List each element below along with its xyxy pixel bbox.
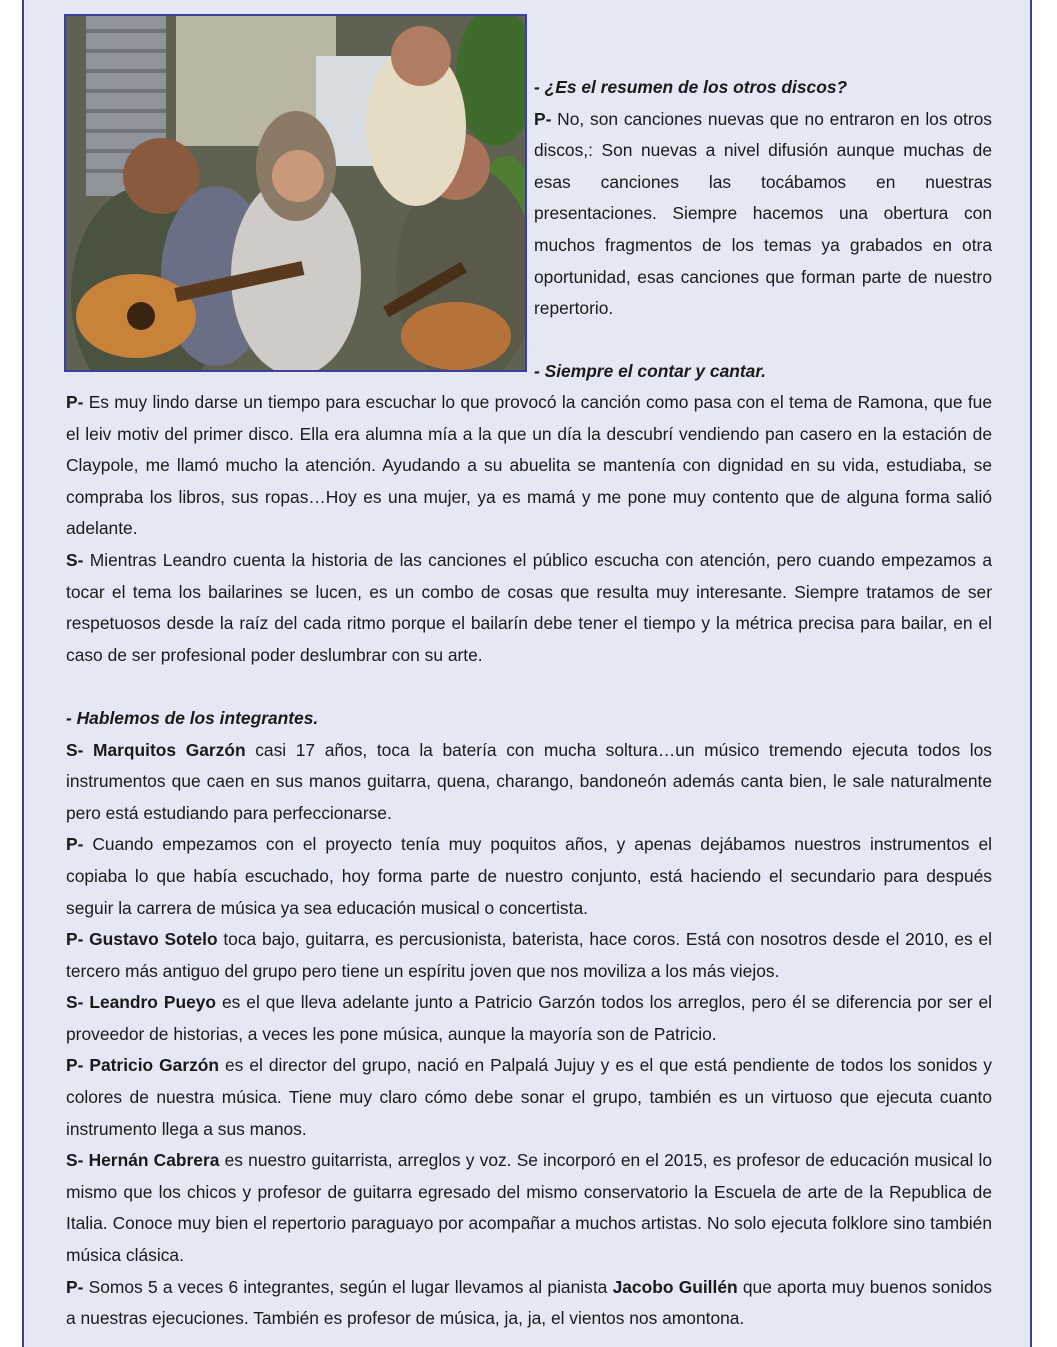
speaker-label: P- [66,834,84,855]
answer-text: Es muy lindo darse un tiempo para escuchar lo que provocó la canción como pasa con el tema de Ramona, que fue el leiv motiv del primer disco. Ella era alumna mía a la que un día la descubrí vendiendo pan casero en la estación de Claypole, me llamó mucho la atención. Ayudando a su abuelita se mantenía con dignidad en su vida, estudiaba, se compraba los libros, sus ropas…Hoy es una mujer, ya es mamá y me pone muy contento que de alguna forma salió adelante. [66,392,992,539]
answer-text: es nuestro guitarrista, arreglos y voz. Se incorporó en el 2015, es profesor de educación musical lo mismo que los chicos y profesor de guitarra egresado del mismo conservatorio la Escuela de arte de la Republica de Italia. Conoce muy bien el repertorio paraguayo por acompañar a muchos artistas. No solo ejecuta folklore sino también música clásica. [66,1150,992,1266]
answer-paragraph [66,387,992,545]
answer-paragraph [66,1272,992,1335]
member-name: Jacobo Guillén [612,1276,738,1297]
speaker-label: P- [534,108,552,129]
answer-paragraph [534,104,992,325]
answer-text: Cuando empezamos con el proyecto tenía muy poquitos años, y apenas dejábamos nuestros instrumentos el copiaba lo que había escuchado, hoy forma parte de nuestro conjunto, está haciendo el secundario para después seguir la carrera de música ya sea educación musical o concertista. [66,834,992,918]
member-name: Patricio Garzón [83,1055,220,1076]
answer-text: es el que lleva adelante junto a Patricio Garzón todos los arreglos, pero él se diferencia por ser el proveedor de historias, a veces les pone música, aunque la mayoría son de Patricio. [66,992,992,1044]
answer-paragraph [66,545,992,671]
member-name: Gustavo Sotelo [83,929,218,950]
member-name: Leandro Pueyo [83,992,217,1013]
answer-paragraph [66,829,992,924]
speaker-label: P- [66,1055,84,1076]
main-column [66,387,992,1335]
band-photo [64,14,527,372]
speaker-label: P- [66,392,84,412]
answer-text: es el director del grupo, nació en Palpalá Jujuy y es el que está pendiente de todos los sonidos y colores de nuestra música. Tiene muy claro cómo debe sonar el grupo, también es un virtuoso que ejecuta cuanto instrumento llega a sus manos. [66,1055,992,1139]
answer-text: que aporta muy buenos sonidos a nuestras ejecuciones. También es profesor de música, ja, ja, el vientos nos amontona. [66,1276,992,1329]
speaker-label: S- [66,739,84,760]
answer-text: No, son canciones nuevas que no entraron en los otros discos,: Son nuevas a nivel difusión aunque muchas de esas canciones las tocábamos en nuestras presentaciones. Siempre hacemos una obertura con muchos fragmentos de los temas ya grabados en otra oportunidad, esas canciones que forman parte de nuestro repertorio. [534,108,992,319]
speaker-label: P- [66,929,84,950]
question-heading: - Siempre el contar y cantar. [534,361,766,382]
answer-paragraph [66,735,992,830]
question-heading: - Hablemos de los integrantes. [66,707,319,728]
question-heading: - ¿Es el resumen de los otros discos? [534,77,848,97]
answer-text: Mientras Leandro cuenta la historia de las canciones el público escucha con atención, pero cuando empezamos a tocar el tema los bailarines se lucen, es un combo de cosas que resulta muy interesante. Siempre tratamos de ser respetuosos desde la raíz del cada ritmo porque el bailarín debe tener el tiempo y la métrica precisa para bailar, en el caso de ser profesional poder deslumbrar con su arte. [66,549,992,665]
answer-text: casi 17 años, toca la batería con mucha soltura…un músico tremendo ejecuta todos los instrumentos que caen en sus manos guitarra, quena, charango, bandoneón además canta bien, le sale naturalmente pero está estudiando para perfeccionarse. [66,739,993,823]
speaker-label: P- [66,1276,84,1297]
answer-paragraph [66,987,992,1050]
answer-paragraph [66,1145,992,1271]
member-name: Hernán Cabrera [83,1150,220,1171]
band-photo-illustration [66,16,525,370]
side-column [534,72,992,388]
answer-paragraph [66,1050,992,1145]
speaker-label: S- [66,992,84,1013]
answer-paragraph [66,924,992,987]
answer-text: Somos 5 a veces 6 integrantes, según el lugar llevamos al pianista [83,1276,613,1297]
member-name: Marquitos Garzón [83,739,246,760]
speaker-label: S- [66,1150,84,1171]
speaker-label: S- [66,549,84,570]
answer-text: toca bajo, guitarra, es percusionista, baterista, hace coros. Está con nosotros desde el 2010, es el tercero más antiguo del grupo pero tiene un espíritu joven que nos moviliza a los más viejos. [66,929,992,981]
